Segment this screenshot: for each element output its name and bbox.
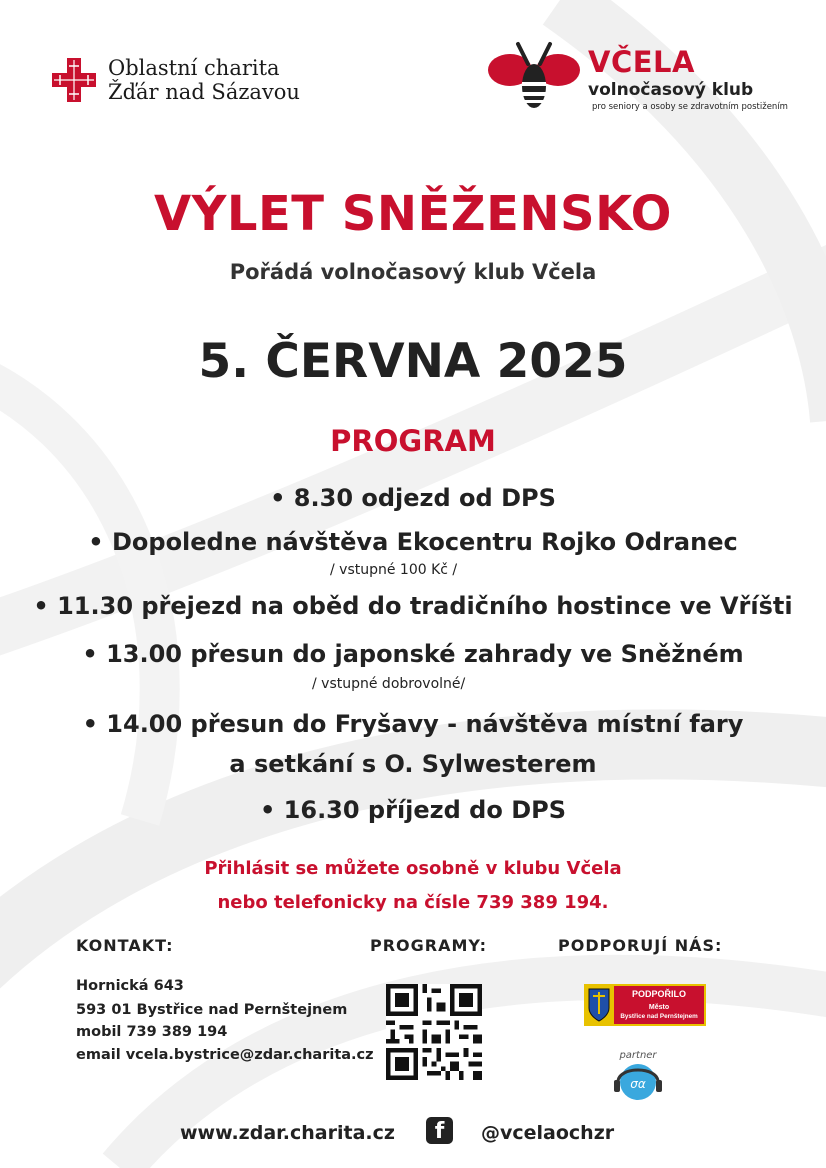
program-item-5-line2: a setkání s O. Sylwesterem [229,750,597,778]
club-subtitle: volnočasový klub [588,80,754,100]
club-name: VČELA [588,45,695,79]
partner-label: partner [619,1050,657,1061]
qr-code-icon[interactable] [386,984,482,1080]
program-item-5: • 14.00 přesun do Fryšavy - návštěva místní fary [82,710,744,738]
program-item-6: • 16.30 příjezd do DPS [259,796,567,824]
footer-website-link[interactable]: www.zdar.charita.cz [180,1122,395,1144]
program-heading: PROGRAM [330,424,496,458]
charita-name-line1: Oblastní charita [108,56,280,80]
svg-text:σα: σα [630,1077,646,1091]
podporilo-label: PODPOŘILO [631,989,687,999]
contact-email[interactable]: email vcela.bystrice@zdar.charita.cz [76,1047,374,1063]
podporilo-city-label: Město [648,1004,670,1011]
signup-line1: Přihlásit se můžete osobně v klubu Včela [204,858,622,879]
contact-street: Hornická 643 [76,978,184,994]
event-organizer: Pořádá volnočasový klub Včela [229,260,597,284]
podporilo-city-name: Bystřice nad Pernštejnem [620,1013,698,1020]
event-title: VÝLET SNĚŽENSKO [154,186,672,242]
facebook-icon[interactable]: f [426,1117,453,1144]
program-item-2: • Dopoledne návštěva Ekocentru Rojko Odranec [88,528,738,556]
contact-city: 593 01 Bystřice nad Pernštejnem [76,1002,348,1018]
partner-logo-icon [612,1048,664,1104]
contact-phone[interactable]: mobil 739 389 194 [76,1024,228,1040]
program-item-4-note: / vstupné dobrovolné/ [312,676,466,692]
charita-name-line2: Žďár nad Sázavou [108,80,300,104]
charita-cross-logo-icon [50,56,98,104]
signup-line2: nebo telefonicky na čísle 739 389 194. [217,892,609,913]
program-item-3: • 11.30 přejezd na oběd do tradičního hostince ve Vříšti [33,592,793,620]
club-description: pro seniory a osoby se zdravotním postižením [592,102,788,112]
program-item-2-note: / vstupné 100 Kč / [330,562,458,578]
bee-logo-icon [486,40,582,112]
contact-heading: KONTAKT: [76,936,174,955]
event-date: 5. ČERVNA 2025 [198,334,628,389]
program-item-1: • 8.30 odjezd od DPS [270,484,556,512]
supporters-heading: PODPORUJÍ NÁS: [558,936,723,955]
charita-name [108,56,300,104]
programs-heading: PROGRAMY: [370,936,487,955]
program-item-4: • 13.00 přesun do japonské zahrady ve Sněžném [82,640,744,668]
podporilo-mesto-badge [584,984,706,1026]
footer-facebook-handle[interactable]: @vcelaochzr [481,1122,615,1144]
